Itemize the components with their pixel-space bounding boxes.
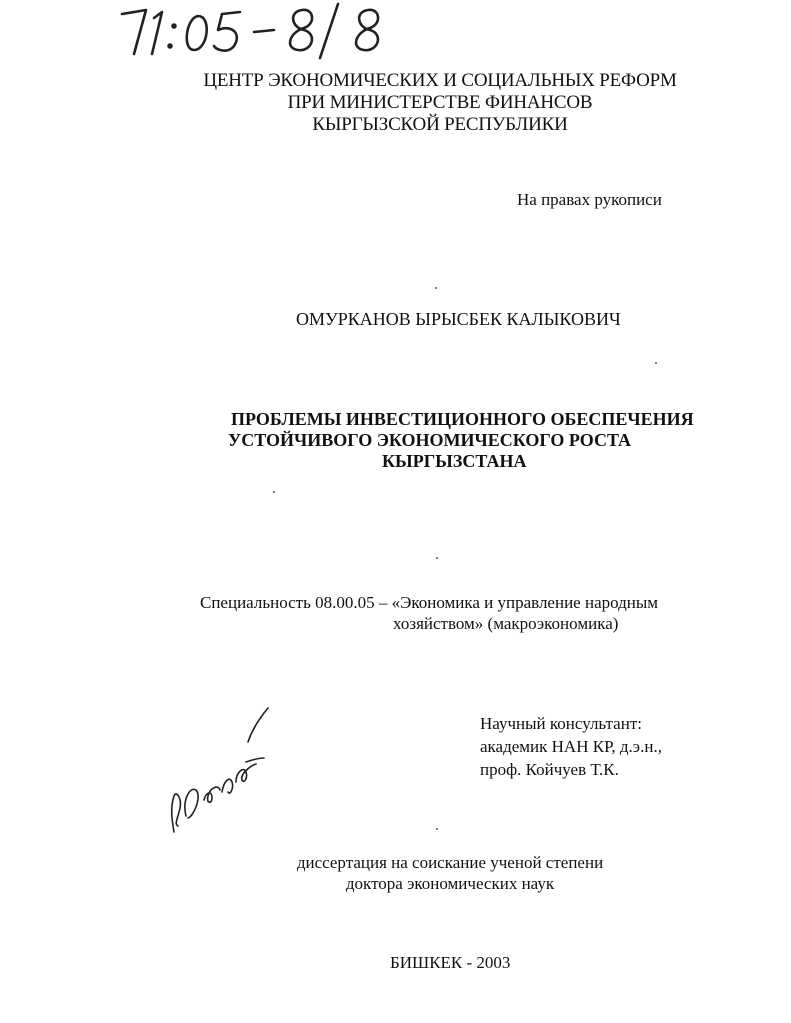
scan-speck [436,557,438,559]
dissertation-line-1: диссертация на соискание ученой степени [296,853,604,872]
scan-speck [436,828,438,830]
handwritten-catalog-code [112,0,402,60]
title-line-3: КЫРГЫЗСТАНА [382,451,527,471]
city-year: БИШКЕК - 2003 [390,953,511,972]
dissertation-line-2: доктора экономических наук [345,874,555,893]
handwritten-signature [160,700,280,840]
scientific-consultant [480,712,662,781]
title-line-1: ПРОБЛЕМЫ ИНВЕСТИЦИОННОГО ОБЕСПЕЧЕНИЯ [231,409,694,429]
organization-line-1: ЦЕНТР ЭКОНОМИЧЕСКИХ И СОЦИАЛЬНЫХ РЕФОРМ [203,70,677,91]
consultant-label: Научный консультант: [480,714,642,733]
specialty-line-1: Специальность 08.00.05 – «Экономика и управление народным [200,593,659,612]
signature-drawing [160,700,280,840]
specialty [200,592,658,634]
handwritten-code-drawing [112,0,402,60]
organization-line-2: ПРИ МИНИСТЕРСТВЕ ФИНАНСОВ [287,92,593,113]
specialty-line-2: хозяйством» (макроэкономика) [393,614,619,633]
title-line-2: УСТОЙЧИВОГО ЭКОНОМИЧЕСКОГО РОСТА [228,430,632,450]
organization-header [180,70,700,136]
scan-speck [273,491,275,493]
consultant-title: академик НАН КР, д.э.н., [480,737,662,756]
author-name: ОМУРКАНОВ ЫРЫСБЕК КАЛЫКОВИЧ [296,309,621,329]
dissertation-title [200,409,700,472]
organization-line-3: КЫРГЫЗСКОЙ РЕСПУБЛИКИ [312,114,568,135]
scan-speck [435,287,437,289]
dissertation-degree [280,852,620,894]
manuscript-rights: На правах рукописи [517,190,662,209]
consultant-name: проф. Койчуев Т.К. [480,760,619,779]
scan-speck [655,362,657,364]
